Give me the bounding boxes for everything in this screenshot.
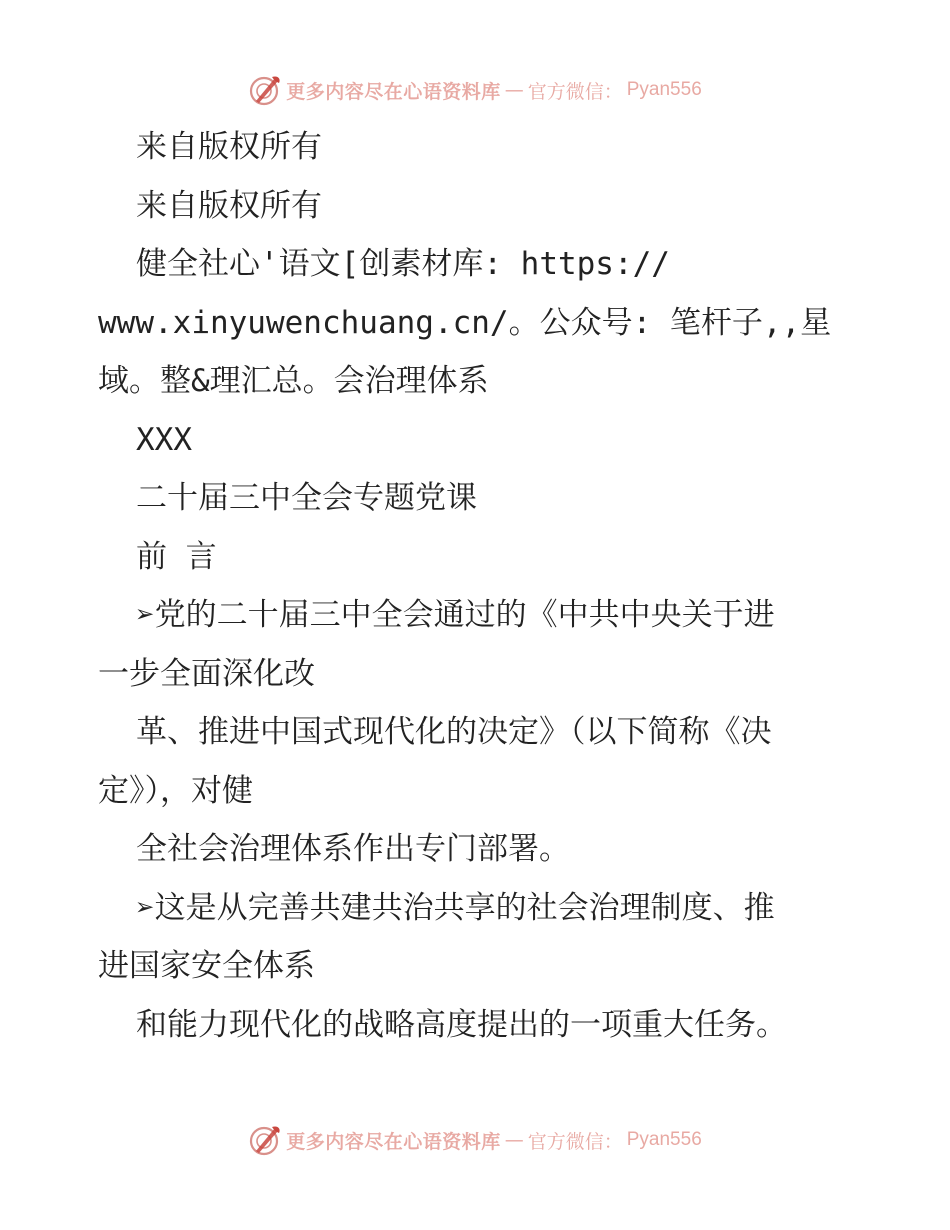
- banner-site-text: 更多内容尽在心语资料库: [286, 80, 501, 103]
- banner-content: [248, 1123, 702, 1157]
- document-title: 二十届三中全会专题党课: [136, 480, 477, 516]
- text-line: 全社会治理体系作出专门部署。: [136, 831, 570, 867]
- text-line: 定》），对健: [98, 772, 253, 809]
- footer-watermark-banner: [0, 1120, 950, 1160]
- banner-dash: —: [504, 79, 524, 101]
- text-line: 来自版权所有: [136, 129, 322, 165]
- banner-wechat-label: 官方微信：: [527, 1130, 623, 1153]
- document-body: [98, 118, 858, 1054]
- text-line: 健全社心'语文[创素材库: https://: [136, 246, 670, 282]
- text-line: 来自版权所有: [136, 187, 322, 224]
- quill-pen-logo-icon: [248, 73, 282, 107]
- text-line: ➢党的二十届三中全会通过的《中共中央关于进: [136, 597, 775, 633]
- header-watermark-banner: [0, 70, 950, 110]
- quill-pen-logo-icon: [248, 1123, 282, 1157]
- banner-wechat-id: Pyan556: [626, 1129, 702, 1150]
- banner-site-text: 更多内容尽在心语资料库: [286, 1130, 501, 1153]
- banner-wechat-id: Pyan556: [626, 79, 702, 100]
- text-line: ➢这是从完善共建共治共享的社会治理制度、推: [136, 889, 775, 926]
- text-line: 域。整&理汇总。会治理体系: [98, 363, 489, 399]
- text-line: 进国家安全体系: [98, 948, 315, 984]
- banner-wechat-label: 官方微信：: [527, 80, 623, 103]
- text-line: XXX: [136, 421, 192, 458]
- text-line: 革、推进中国式现代化的决定》（以下简称《决: [136, 714, 772, 750]
- section-heading: 前 言: [136, 538, 217, 575]
- text-line: www.xinyuwenchuang.cn/。公众号: 笔杆子,,星: [98, 304, 832, 341]
- text-line: 和能力现代化的战略高度提出的一项重大任务。: [136, 1006, 787, 1043]
- banner-content: [248, 73, 702, 107]
- banner-dash: —: [504, 1129, 524, 1151]
- text-line: 一步全面深化改: [98, 655, 315, 692]
